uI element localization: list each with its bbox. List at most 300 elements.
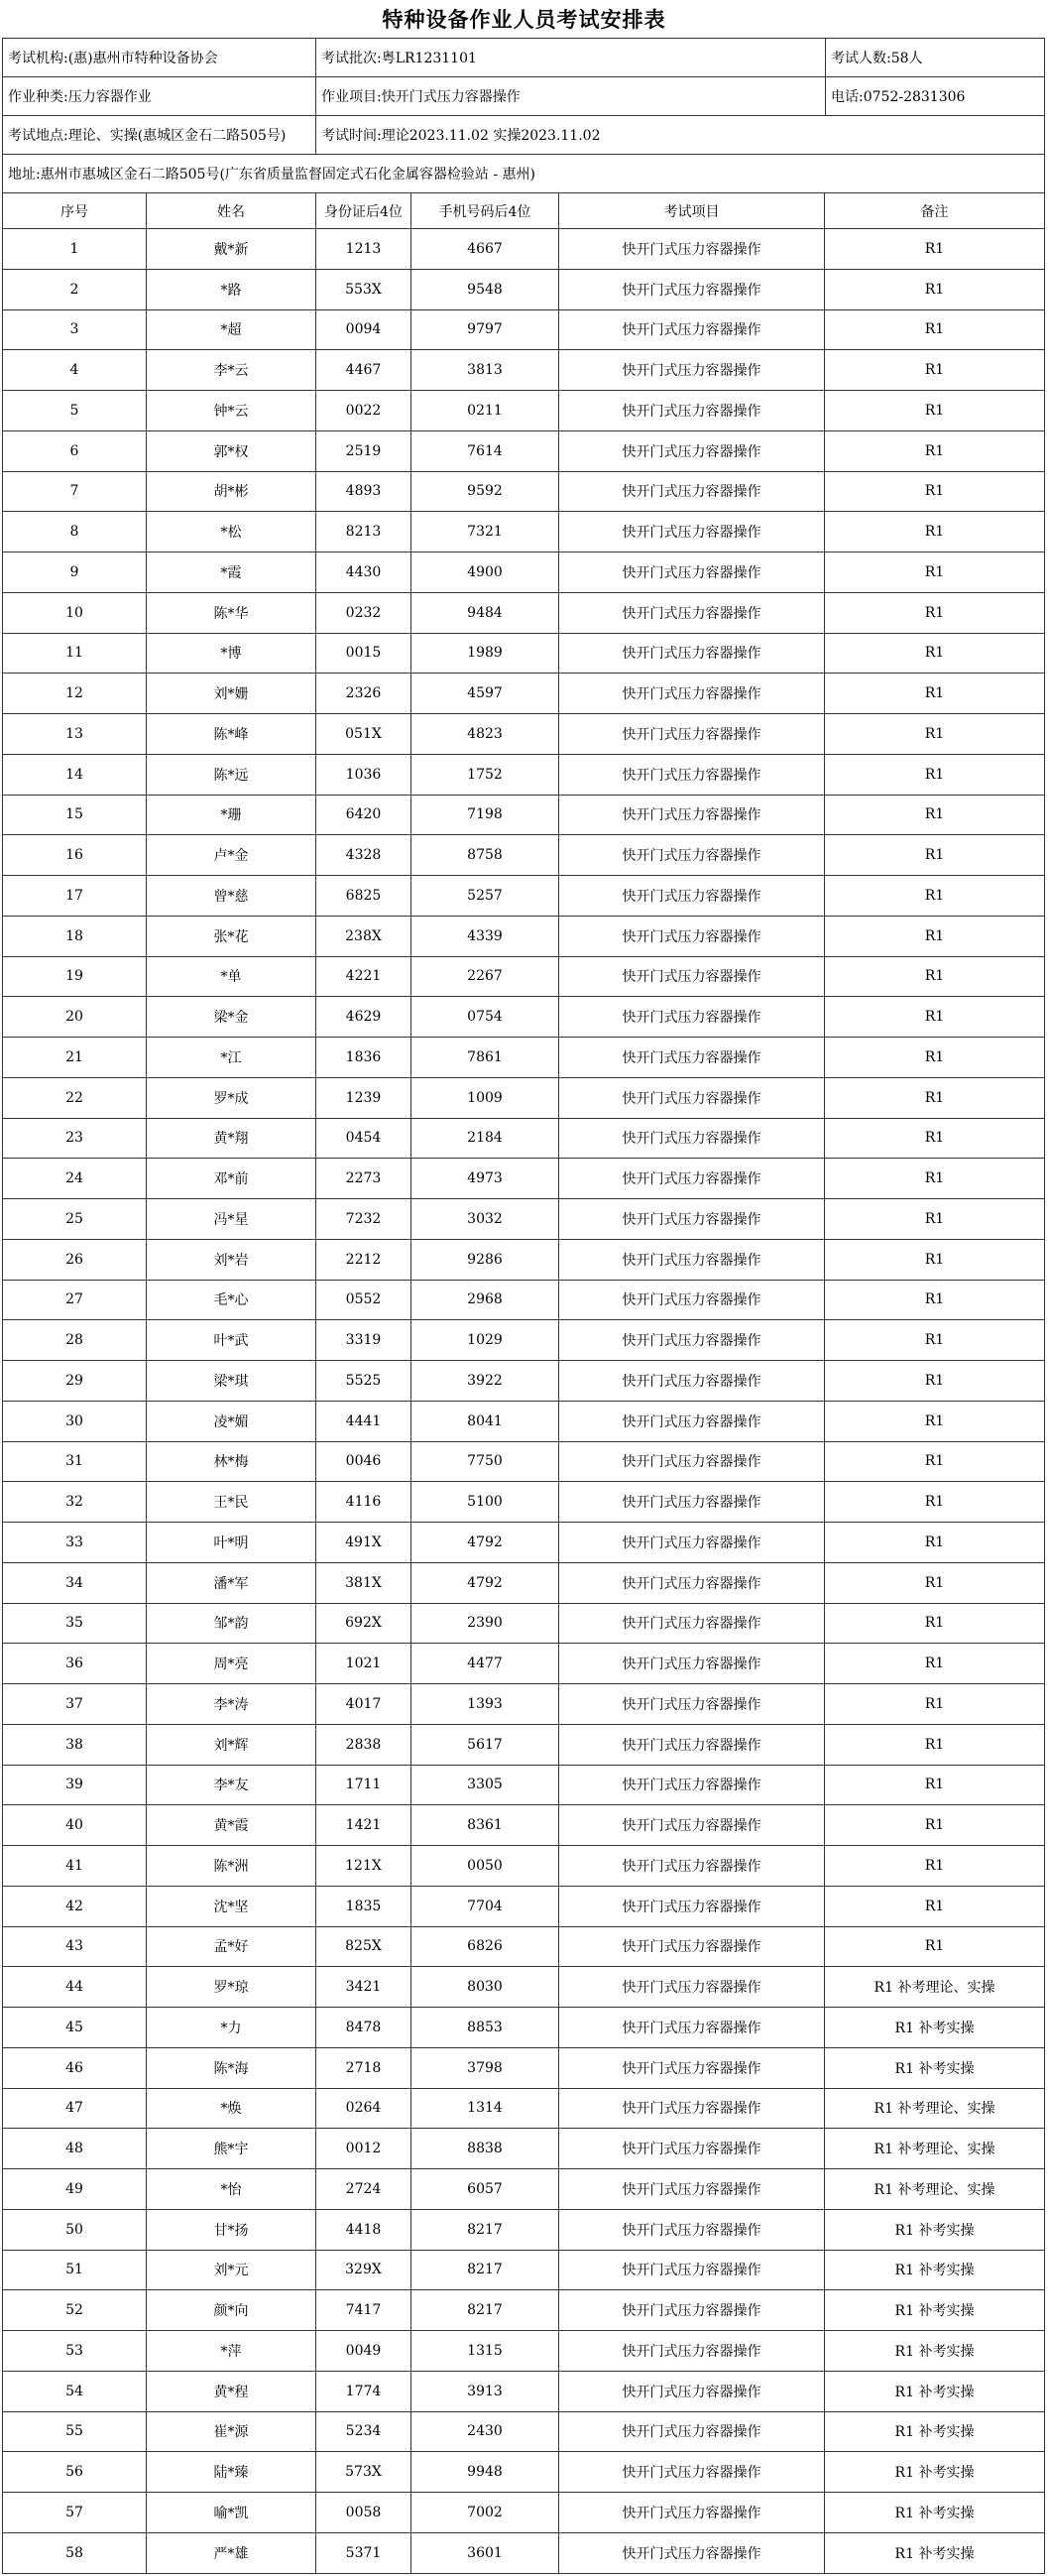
table-row (3, 2290, 1045, 2331)
cell-id-last4: 3319 (316, 1320, 411, 1361)
cell-remark: R1 (825, 430, 1045, 471)
cell-exam-item: 快开门式压力容器操作 (559, 1401, 825, 1441)
table-row (3, 1239, 1045, 1280)
cell-exam-item: 快开门式压力容器操作 (559, 1765, 825, 1805)
cell-id-last4: 4467 (316, 350, 411, 391)
cell-exam-item: 快开门式压力容器操作 (559, 2209, 825, 2250)
cell-exam-item: 快开门式压力容器操作 (559, 1118, 825, 1159)
cell-name: *超 (147, 309, 316, 350)
cell-number: 11 (3, 633, 147, 674)
cell-remark: R1 (825, 997, 1045, 1038)
cell-name: *路 (147, 269, 316, 309)
cell-remark: R1 (825, 1118, 1045, 1159)
cell-name: 李*云 (147, 350, 316, 391)
cell-phone-last4: 8853 (411, 2008, 559, 2048)
cell-id-last4: 8478 (316, 2008, 411, 2048)
cell-number: 24 (3, 1159, 147, 1199)
cell-exam-item: 快开门式压力容器操作 (559, 916, 825, 956)
table-row (3, 2493, 1045, 2533)
cell-phone-last4: 1989 (411, 633, 559, 674)
cell-exam-item: 快开门式压力容器操作 (559, 1926, 825, 1967)
cell-exam-item: 快开门式压力容器操作 (559, 1320, 825, 1361)
cell-number: 17 (3, 876, 147, 917)
cell-exam-item: 快开门式压力容器操作 (559, 2452, 825, 2493)
cell-remark: R1 (825, 754, 1045, 795)
cell-remark: R1 (825, 552, 1045, 593)
table-row (3, 2371, 1045, 2411)
cell-number: 25 (3, 1199, 147, 1240)
cell-id-last4: 2326 (316, 674, 411, 714)
table-row (3, 1765, 1045, 1805)
cell-id-last4: 7417 (316, 2290, 411, 2331)
cell-phone-last4: 3305 (411, 1765, 559, 1805)
cell-name: 梁*琪 (147, 1361, 316, 1402)
cell-phone-last4: 4667 (411, 229, 559, 270)
table-row (3, 2250, 1045, 2290)
cell-number: 20 (3, 997, 147, 1038)
cell-name: 邹*韵 (147, 1603, 316, 1644)
cell-remark: R1 (825, 1239, 1045, 1280)
cell-number: 39 (3, 1765, 147, 1805)
cell-name: *萍 (147, 2331, 316, 2372)
cell-name: 刘*辉 (147, 1724, 316, 1765)
cell-id-last4: 0552 (316, 1280, 411, 1320)
cell-number: 42 (3, 1886, 147, 1926)
cell-exam-item: 快开门式压力容器操作 (559, 592, 825, 633)
table-row (3, 2169, 1045, 2210)
cell-remark: R1 (825, 391, 1045, 431)
info-row (3, 116, 1045, 155)
cell-number: 19 (3, 956, 147, 997)
cell-remark: R1 (825, 269, 1045, 309)
cell-exam-item: 快开门式压力容器操作 (559, 2250, 825, 2290)
table-row (3, 1724, 1045, 1765)
work-item: 作业项目:快开门式压力容器操作 (316, 77, 826, 116)
cell-number: 35 (3, 1603, 147, 1644)
cell-phone-last4: 2968 (411, 1280, 559, 1320)
info-row (3, 155, 1045, 193)
cell-number: 14 (3, 754, 147, 795)
cell-phone-last4: 8217 (411, 2290, 559, 2331)
cell-phone-last4: 3922 (411, 1361, 559, 1402)
cell-phone-last4: 8361 (411, 1805, 559, 1846)
cell-exam-item: 快开门式压力容器操作 (559, 1159, 825, 1199)
cell-remark: R1 (825, 309, 1045, 350)
cell-name: 甘*扬 (147, 2209, 316, 2250)
table-row (3, 471, 1045, 512)
cell-id-last4: 0094 (316, 309, 411, 350)
cell-remark: R1 (825, 916, 1045, 956)
cell-name: *力 (147, 2008, 316, 2048)
cell-name: 郭*权 (147, 430, 316, 471)
cell-remark: R1 (825, 471, 1045, 512)
cell-number: 18 (3, 916, 147, 956)
cell-exam-item: 快开门式压力容器操作 (559, 1280, 825, 1320)
cell-number: 38 (3, 1724, 147, 1765)
cell-id-last4: 1021 (316, 1644, 411, 1684)
cell-number: 2 (3, 269, 147, 309)
cell-phone-last4: 9948 (411, 2452, 559, 2493)
cell-phone-last4: 8838 (411, 2129, 559, 2169)
cell-number: 12 (3, 674, 147, 714)
cell-id-last4: 1774 (316, 2371, 411, 2411)
cell-phone-last4: 4900 (411, 552, 559, 593)
cell-name: 陈*峰 (147, 714, 316, 755)
cell-exam-item: 快开门式压力容器操作 (559, 633, 825, 674)
cell-name: 孟*好 (147, 1926, 316, 1967)
cell-exam-item: 快开门式压力容器操作 (559, 2008, 825, 2048)
column-header-phone-last4: 手机号码后4位 (411, 193, 559, 229)
cell-id-last4: 0012 (316, 2129, 411, 2169)
cell-name: 林*梅 (147, 1441, 316, 1482)
cell-remark: R1 (825, 956, 1045, 997)
cell-remark: R1 (825, 1401, 1045, 1441)
cell-number: 48 (3, 2129, 147, 2169)
cell-name: 李*涛 (147, 1684, 316, 1725)
table-row (3, 674, 1045, 714)
cell-name: 沈*坚 (147, 1886, 316, 1926)
cell-remark: R1 (825, 633, 1045, 674)
cell-exam-item: 快开门式压力容器操作 (559, 1603, 825, 1644)
cell-id-last4: 1836 (316, 1038, 411, 1078)
cell-phone-last4: 0211 (411, 391, 559, 431)
cell-number: 5 (3, 391, 147, 431)
cell-number: 8 (3, 512, 147, 552)
table-header-row (3, 193, 1045, 229)
table-row (3, 2008, 1045, 2048)
cell-remark: R1 (825, 1280, 1045, 1320)
cell-id-last4: 5525 (316, 1361, 411, 1402)
cell-id-last4: 6825 (316, 876, 411, 917)
cell-number: 26 (3, 1239, 147, 1280)
cell-phone-last4: 5100 (411, 1482, 559, 1523)
cell-remark: R1 (825, 1644, 1045, 1684)
cell-id-last4: 4430 (316, 552, 411, 593)
table-row (3, 997, 1045, 1038)
cell-phone-last4: 8217 (411, 2209, 559, 2250)
table-row (3, 1482, 1045, 1523)
cell-remark: R1 补考实操 (825, 2532, 1045, 2573)
cell-name: 叶*武 (147, 1320, 316, 1361)
cell-number: 23 (3, 1118, 147, 1159)
column-header-number: 序号 (3, 193, 147, 229)
cell-name: *怡 (147, 2169, 316, 2210)
cell-name: 毛*心 (147, 1280, 316, 1320)
cell-name: 黄*程 (147, 2371, 316, 2411)
table-row (3, 956, 1045, 997)
cell-number: 32 (3, 1482, 147, 1523)
cell-number: 49 (3, 2169, 147, 2210)
cell-remark: R1 (825, 1684, 1045, 1725)
cell-remark: R1 (825, 1724, 1045, 1765)
cell-number: 46 (3, 2047, 147, 2088)
cell-exam-item: 快开门式压力容器操作 (559, 2169, 825, 2210)
cell-id-last4: 329X (316, 2250, 411, 2290)
cell-exam-item: 快开门式压力容器操作 (559, 835, 825, 876)
table-row (3, 512, 1045, 552)
cell-name: 李*友 (147, 1765, 316, 1805)
cell-phone-last4: 8041 (411, 1401, 559, 1441)
table-row (3, 2088, 1045, 2129)
table-row (3, 2532, 1045, 2573)
cell-number: 41 (3, 1846, 147, 1887)
cell-number: 28 (3, 1320, 147, 1361)
cell-exam-item: 快开门式压力容器操作 (559, 2290, 825, 2331)
cell-id-last4: 5371 (316, 2532, 411, 2573)
cell-remark: R1 (825, 1159, 1045, 1199)
cell-remark: R1 (825, 1562, 1045, 1603)
cell-remark: R1 补考实操 (825, 2290, 1045, 2331)
cell-remark: R1 (825, 1926, 1045, 1967)
cell-number: 15 (3, 795, 147, 835)
table-row (3, 1967, 1045, 2008)
exam-time: 考试时间:理论2023.11.02 实操2023.11.02 (316, 116, 1045, 155)
cell-phone-last4: 6057 (411, 2169, 559, 2210)
cell-phone-last4: 7704 (411, 1886, 559, 1926)
cell-name: 刘*岩 (147, 1239, 316, 1280)
cell-number: 47 (3, 2088, 147, 2129)
cell-phone-last4: 1029 (411, 1320, 559, 1361)
cell-exam-item: 快开门式压力容器操作 (559, 1523, 825, 1563)
cell-number: 34 (3, 1562, 147, 1603)
table-row (3, 876, 1045, 917)
cell-exam-item: 快开门式压力容器操作 (559, 1644, 825, 1684)
cell-id-last4: 573X (316, 2452, 411, 2493)
cell-phone-last4: 4597 (411, 674, 559, 714)
table-row (3, 1684, 1045, 1725)
table-row (3, 592, 1045, 633)
cell-exam-item: 快开门式压力容器操作 (559, 552, 825, 593)
table-row (3, 309, 1045, 350)
cell-name: 陈*华 (147, 592, 316, 633)
cell-number: 21 (3, 1038, 147, 1078)
cell-number: 40 (3, 1805, 147, 1846)
cell-phone-last4: 9592 (411, 471, 559, 512)
cell-remark: R1 补考实操 (825, 2250, 1045, 2290)
cell-exam-item: 快开门式压力容器操作 (559, 2411, 825, 2452)
work-category: 作业种类:压力容器作业 (3, 77, 316, 116)
cell-exam-item: 快开门式压力容器操作 (559, 2371, 825, 2411)
cell-name: 戴*新 (147, 229, 316, 270)
cell-remark: R1 补考理论、实操 (825, 2169, 1045, 2210)
cell-name: 罗*成 (147, 1077, 316, 1118)
table-row (3, 1199, 1045, 1240)
cell-id-last4: 0264 (316, 2088, 411, 2129)
exam-org: 考试机构:(惠)惠州市特种设备协会 (3, 39, 316, 77)
cell-exam-item: 快开门式压力容器操作 (559, 997, 825, 1038)
info-row (3, 39, 1045, 77)
cell-name: *江 (147, 1038, 316, 1078)
cell-name: 邓*前 (147, 1159, 316, 1199)
exam-address: 地址:惠州市惠城区金石二路505号(广东省质量监督固定式石化金属容器检验站 - 惠州) (3, 155, 1045, 193)
cell-remark: R1 (825, 1320, 1045, 1361)
cell-id-last4: 0046 (316, 1441, 411, 1482)
table-row (3, 916, 1045, 956)
table-row (3, 1077, 1045, 1118)
cell-id-last4: 4441 (316, 1401, 411, 1441)
cell-name: 刘*姗 (147, 674, 316, 714)
cell-exam-item: 快开门式压力容器操作 (559, 1441, 825, 1482)
cell-phone-last4: 4477 (411, 1644, 559, 1684)
cell-phone-last4: 3798 (411, 2047, 559, 2088)
table-row (3, 2411, 1045, 2452)
table-row (3, 1320, 1045, 1361)
table-row (3, 1118, 1045, 1159)
cell-phone-last4: 8758 (411, 835, 559, 876)
cell-number: 27 (3, 1280, 147, 1320)
cell-phone-last4: 7861 (411, 1038, 559, 1078)
table-row (3, 754, 1045, 795)
cell-number: 43 (3, 1926, 147, 1967)
cell-phone-last4: 9286 (411, 1239, 559, 1280)
cell-phone-last4: 3813 (411, 350, 559, 391)
cell-remark: R1 (825, 876, 1045, 917)
cell-id-last4: 692X (316, 1603, 411, 1644)
cell-number: 7 (3, 471, 147, 512)
cell-exam-item: 快开门式压力容器操作 (559, 795, 825, 835)
cell-exam-item: 快开门式压力容器操作 (559, 430, 825, 471)
cell-id-last4: 2718 (316, 2047, 411, 2088)
cell-phone-last4: 1752 (411, 754, 559, 795)
cell-number: 44 (3, 1967, 147, 2008)
candidate-table-body (3, 229, 1045, 2574)
cell-name: *焕 (147, 2088, 316, 2129)
cell-id-last4: 7232 (316, 1199, 411, 1240)
cell-name: *单 (147, 956, 316, 997)
cell-remark: R1 (825, 714, 1045, 755)
cell-remark: R1 (825, 1805, 1045, 1846)
cell-exam-item: 快开门式压力容器操作 (559, 2331, 825, 2372)
table-row (3, 1523, 1045, 1563)
cell-id-last4: 491X (316, 1523, 411, 1563)
cell-id-last4: 5234 (316, 2411, 411, 2452)
cell-exam-item: 快开门式压力容器操作 (559, 2493, 825, 2533)
table-row (3, 1401, 1045, 1441)
cell-remark: R1 补考理论、实操 (825, 2129, 1045, 2169)
cell-exam-item: 快开门式压力容器操作 (559, 1684, 825, 1725)
cell-exam-item: 快开门式压力容器操作 (559, 309, 825, 350)
cell-exam-item: 快开门式压力容器操作 (559, 1239, 825, 1280)
cell-name: 陈*远 (147, 754, 316, 795)
cell-number: 22 (3, 1077, 147, 1118)
cell-number: 9 (3, 552, 147, 593)
cell-name: 冯*星 (147, 1199, 316, 1240)
cell-number: 1 (3, 229, 147, 270)
cell-id-last4: 2212 (316, 1239, 411, 1280)
exam-count: 考试人数:58人 (826, 39, 1045, 77)
table-row (3, 2452, 1045, 2493)
cell-exam-item: 快开门式压力容器操作 (559, 2047, 825, 2088)
cell-phone-last4: 5257 (411, 876, 559, 917)
cell-number: 58 (3, 2532, 147, 2573)
cell-id-last4: 6420 (316, 795, 411, 835)
cell-remark: R1 补考实操 (825, 2047, 1045, 2088)
exam-batch: 考试批次:粤LR1231101 (316, 39, 826, 77)
cell-id-last4: 381X (316, 1562, 411, 1603)
cell-exam-item: 快开门式压力容器操作 (559, 1482, 825, 1523)
cell-remark: R1 补考理论、实操 (825, 1967, 1045, 2008)
cell-name: *松 (147, 512, 316, 552)
cell-id-last4: 2273 (316, 1159, 411, 1199)
cell-number: 29 (3, 1361, 147, 1402)
cell-number: 45 (3, 2008, 147, 2048)
table-row (3, 1846, 1045, 1887)
cell-name: 黄*霞 (147, 1805, 316, 1846)
cell-exam-item: 快开门式压力容器操作 (559, 1846, 825, 1887)
cell-phone-last4: 4339 (411, 916, 559, 956)
cell-id-last4: 4017 (316, 1684, 411, 1725)
cell-number: 10 (3, 592, 147, 633)
table-row (3, 1603, 1045, 1644)
cell-phone-last4: 5617 (411, 1724, 559, 1765)
table-row (3, 835, 1045, 876)
cell-phone-last4: 4792 (411, 1562, 559, 1603)
cell-exam-item: 快开门式压力容器操作 (559, 956, 825, 997)
cell-name: 张*花 (147, 916, 316, 956)
exam-location: 考试地点:理论、实操(惠城区金石二路505号) (3, 116, 316, 155)
cell-exam-item: 快开门式压力容器操作 (559, 2532, 825, 2573)
cell-exam-item: 快开门式压力容器操作 (559, 269, 825, 309)
cell-id-last4: 1239 (316, 1077, 411, 1118)
cell-remark: R1 (825, 592, 1045, 633)
cell-remark: R1 补考实操 (825, 2411, 1045, 2452)
cell-remark: R1 (825, 1523, 1045, 1563)
cell-remark: R1 补考实操 (825, 2371, 1045, 2411)
table-row (3, 1644, 1045, 1684)
cell-id-last4: 4893 (316, 471, 411, 512)
table-row (3, 1441, 1045, 1482)
cell-exam-item: 快开门式压力容器操作 (559, 1077, 825, 1118)
cell-remark: R1 (825, 674, 1045, 714)
table-row (3, 229, 1045, 270)
table-row (3, 1159, 1045, 1199)
cell-id-last4: 121X (316, 1846, 411, 1887)
cell-remark: R1 补考实操 (825, 2209, 1045, 2250)
cell-exam-item: 快开门式压力容器操作 (559, 1886, 825, 1926)
cell-phone-last4: 8217 (411, 2250, 559, 2290)
cell-number: 51 (3, 2250, 147, 2290)
table-row (3, 350, 1045, 391)
cell-id-last4: 2724 (316, 2169, 411, 2210)
cell-remark: R1 (825, 1361, 1045, 1402)
cell-name: 熊*宇 (147, 2129, 316, 2169)
cell-phone-last4: 2184 (411, 1118, 559, 1159)
table-row (3, 430, 1045, 471)
cell-number: 36 (3, 1644, 147, 1684)
cell-phone-last4: 6826 (411, 1926, 559, 1967)
cell-id-last4: 0022 (316, 391, 411, 431)
table-row (3, 552, 1045, 593)
cell-phone-last4: 1315 (411, 2331, 559, 2372)
cell-phone-last4: 7002 (411, 2493, 559, 2533)
cell-phone-last4: 3913 (411, 2371, 559, 2411)
cell-id-last4: 238X (316, 916, 411, 956)
cell-exam-item: 快开门式压力容器操作 (559, 512, 825, 552)
cell-id-last4: 0454 (316, 1118, 411, 1159)
cell-name: 卢*金 (147, 835, 316, 876)
cell-name: 胡*彬 (147, 471, 316, 512)
cell-id-last4: 553X (316, 269, 411, 309)
cell-exam-item: 快开门式压力容器操作 (559, 1967, 825, 2008)
cell-name: 刘*元 (147, 2250, 316, 2290)
table-row (3, 2129, 1045, 2169)
info-row (3, 77, 1045, 116)
cell-number: 57 (3, 2493, 147, 2533)
cell-phone-last4: 1314 (411, 2088, 559, 2129)
cell-remark: R1 (825, 1038, 1045, 1078)
cell-phone-last4: 7750 (411, 1441, 559, 1482)
cell-id-last4: 051X (316, 714, 411, 755)
